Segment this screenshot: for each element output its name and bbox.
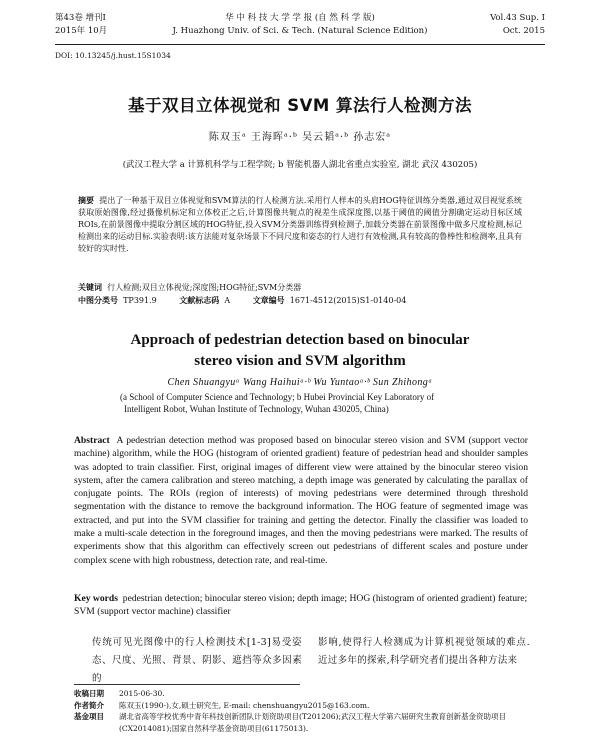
header-center-line2: J. Huazhong Univ. of Sci. & Tech. (Natural Science Edition) [172, 26, 428, 36]
body-column-left: 传统可见光图像中的行人检测技术[1-3]易受姿态、尺度、光照、背景、阴影、遮挡等众多因素的 [92, 637, 302, 684]
keywords-en [74, 592, 528, 619]
header-left-line2: 2015年 10月 [55, 26, 108, 36]
keywords-cn [78, 282, 522, 294]
article-no-label: 文章编号 [252, 296, 285, 305]
affiliation-en-line2: Intelligent Robot, Wuhan Institute of Technology, Wuhan 430205, China) [124, 404, 389, 414]
abstract-en [74, 434, 528, 567]
abstract-cn-text: 提出了一种基于双目立体视觉和SVM算法的行人检测方法.采用行人样本的头肩HOG特征训练分类器,通过双目视觉系统获取原始图像,经过摄像机标定和立体校正之后,计算图像共轭点的视差生成深度图,以基于阈值的阈值分割确定运动目标区域ROIs,在前景图像中提取分割区域的HOG特征,投入SVM分类器训练得到检测子,加载分类器在前景图像中做多尺度检测,标记检测出来的运动目标.实验表明:该方法能对复杂场景下不同尺度和姿态的行人进行有效检测,具有较高的鲁棒性和检测率,且具有较好的实时性. [78, 196, 522, 253]
affiliation-cn: (武汉工程大学 a 计算机科学与工程学院; b 智能机器人湖北省重点实验室, 湖北 武汉 430205) [122, 160, 478, 170]
fund-value: 湖北省高等学校优秀中青年科技创新团队计划资助项目(T201206);武汉工程大学第六届研究生教育创新基金资助项目(CX2014081);国家自然科学基金资助项目(61175013). [119, 712, 507, 733]
keywords-cn-label: 关键词 [78, 283, 102, 292]
title-cn: 基于双目立体视觉和 SVM 算法行人检测方法 [127, 96, 473, 115]
keywords-en-label: Key words [74, 593, 118, 604]
footnote-received [74, 688, 530, 700]
footnote-author [74, 700, 530, 712]
affiliation-en-line1: (a School of Computer Science and Technology; b Hubei Provincial Key Laboratory of [120, 392, 435, 402]
body-column-right: 影响,使得行人检测成为计算机视觉领域的难点.近过多年的探索,科学研究者们提出各种方法来 [318, 637, 530, 666]
header-center-line1: 华 中 科 技 大 学 学 报 (自 然 科 学 版) [225, 13, 375, 23]
clc-label: 中图分类号 [78, 296, 118, 305]
title-en-line2: stereo vision and SVM algorithm [194, 353, 406, 369]
header-right-line1: Vol.43 Sup. Ⅰ [490, 13, 545, 23]
author-info-label: 作者简介 [74, 700, 104, 710]
header-left-line1: 第43卷 增刊Ⅰ [55, 13, 106, 23]
header-journal-name [55, 12, 545, 38]
footnote-rule [74, 684, 300, 685]
received-label: 收稿日期 [74, 689, 104, 698]
received-value: 2015-06-30. [119, 689, 165, 698]
keywords-en-text: pedestrian detection; binocular stereo vision; depth image; HOG (histogram of oriented gradient) feature; SVM (support vector machine) classifier [74, 593, 528, 618]
title-en [0, 330, 600, 372]
running-header [55, 12, 545, 42]
abstract-cn [78, 195, 522, 255]
author-info-value: 陈双玉(1990-),女,硕士研究生, E-mail: chenshuangyu2015@163.com. [119, 700, 370, 710]
doi: DOI: 10.13245/j.hust.15S1034 [55, 51, 171, 60]
doc-code-label: 文献标志码 [179, 296, 220, 305]
abstract-en-text: A pedestrian detection method was proposed based on binocular stereo vision and SVM (support vector machine) algorithm, while the HOG (histogram of oriented gradient) feature of pedestrian head and shoulder samples was adopted to train classifier. First, original images of different view were attained by the binocular stereo vision system, after the camera calibration and stereo matching, a depth image was generated by calculating the parallax of conjugate points. The ROIs (region of interests) of moving pedestrians were determined through threshold segmentation with the distance to remove the background information. The HOG feature of segmented image was extracted, and put into the SVM classifier for training and getting the detector. Finally the classifier was loaded to make a multi-scale detection in the foreground images, and then the moving pedestrians were marked. The results of experiments show that this algorithm can effectively screen out pedestrians of different scales and posture under complex scene with high robustness, detection rate, and real-time. [74, 435, 528, 566]
classification-line [78, 295, 522, 307]
header-volume-en [490, 12, 545, 38]
affiliation-en [120, 391, 490, 415]
header-right-line2: Oct. 2015 [502, 26, 545, 36]
title-en-line1: Approach of pedestrian detection based on binocular [130, 332, 470, 348]
doc-code-value: A [224, 296, 231, 305]
fund-label: 基金项目 [74, 712, 104, 721]
clc-value: TP391.9 [123, 296, 157, 305]
abstract-cn-label: 摘要 [78, 196, 95, 205]
keywords-cn-text: 行人检测;双目立体视觉;深度图;HOG特征;SVM分类器 [107, 283, 302, 292]
footnote [74, 688, 530, 734]
authors-en: Chen Shuangyuᵃ Wang Haihuiᵃ·ᵇ Wu Yuntaoᵃ·ᵇ Sun Zhihongᵃ [167, 377, 433, 388]
article-no-value: 1671-4512(2015)S1-0140-04 [289, 296, 407, 305]
authors-cn: 陈双玉ᵃ 王海晖ᵃ·ᵇ 吴云韬ᵃ·ᵇ 孙志宏ᵃ [208, 132, 392, 143]
header-rule [55, 44, 545, 45]
abstract-en-label: Abstract [74, 435, 110, 446]
footnote-fund [74, 711, 530, 734]
